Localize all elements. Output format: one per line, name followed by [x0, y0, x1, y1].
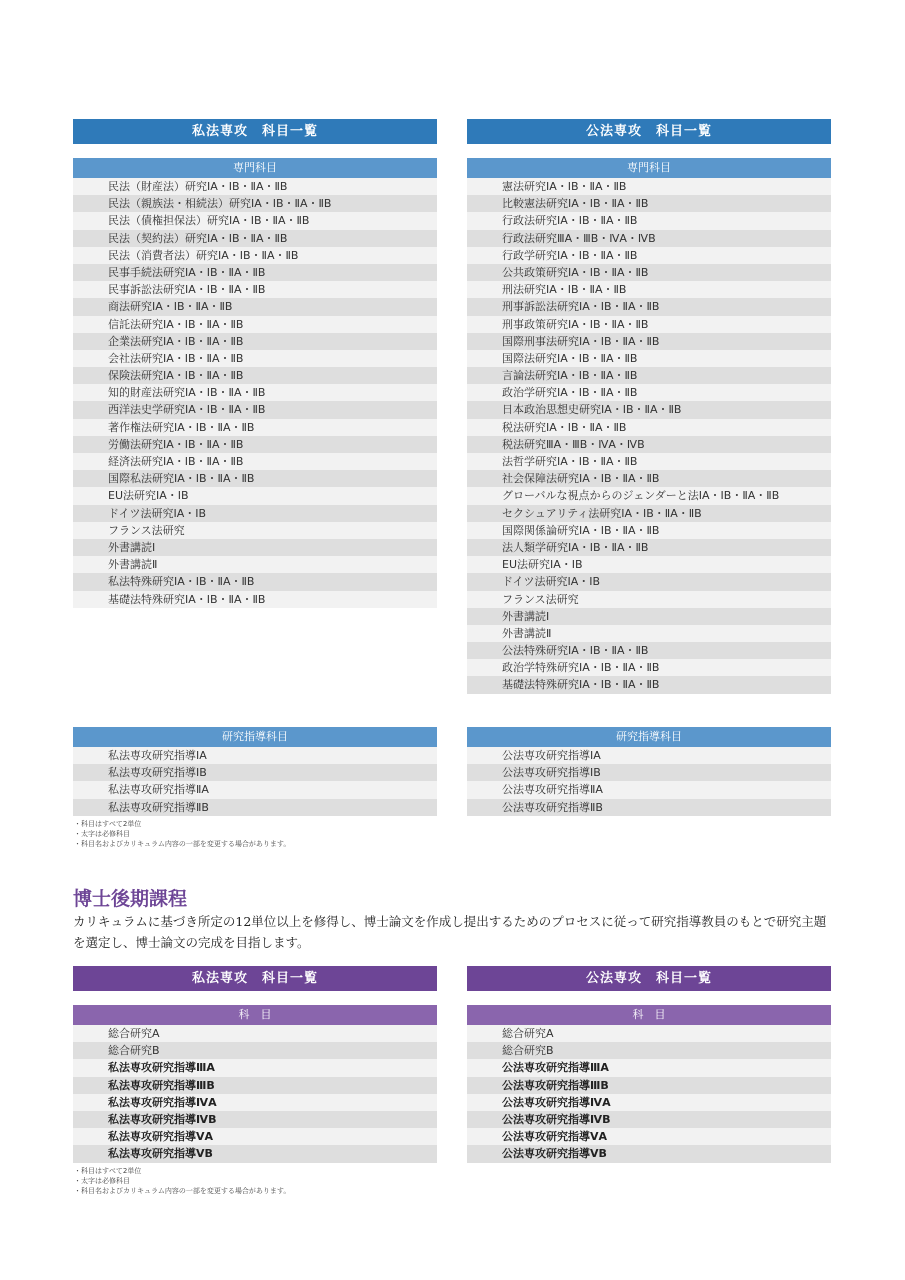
subject-row: 民事訴訟法研究ⅠA・ⅠB・ⅡA・ⅡB: [73, 281, 437, 298]
subject-row: 総合研究A: [467, 1025, 831, 1042]
subject-row: 商法研究ⅠA・ⅠB・ⅡA・ⅡB: [73, 298, 437, 315]
masters-public-specialized-list: [467, 178, 831, 694]
subject-row: EU法研究ⅠA・ⅠB: [467, 556, 831, 573]
subject-row: 公法専攻研究指導ⅢA: [467, 1059, 831, 1076]
subject-row: EU法研究ⅠA・ⅠB: [73, 487, 437, 504]
doctoral-public-title: 公法専攻 科目一覧: [467, 966, 831, 991]
subject-row: 公共政策研究ⅠA・ⅠB・ⅡA・ⅡB: [467, 264, 831, 281]
subject-row: 企業法研究ⅠA・ⅠB・ⅡA・ⅡB: [73, 333, 437, 350]
masters-public-panel: [467, 119, 831, 694]
subject-row: 私法専攻研究指導ⅤA: [73, 1128, 437, 1145]
subject-row: 私法専攻研究指導ⅠB: [73, 764, 437, 781]
subject-row: ドイツ法研究ⅠA・ⅠB: [467, 573, 831, 590]
subject-row: 行政学研究ⅠA・ⅠB・ⅡA・ⅡB: [467, 247, 831, 264]
subject-row: 法哲学研究ⅠA・ⅠB・ⅡA・ⅡB: [467, 453, 831, 470]
subject-row: 政治学研究ⅠA・ⅠB・ⅡA・ⅡB: [467, 384, 831, 401]
subject-row: 私法専攻研究指導ⅠA: [73, 747, 437, 764]
subject-row: 言論法研究ⅠA・ⅠB・ⅡA・ⅡB: [467, 367, 831, 384]
subject-row: 法人類学研究ⅠA・ⅠB・ⅡA・ⅡB: [467, 539, 831, 556]
note-line: ・科目はすべて2単位: [74, 1167, 142, 1175]
subject-row: 経済法研究ⅠA・ⅠB・ⅡA・ⅡB: [73, 453, 437, 470]
doctoral-public-header: 科 目: [467, 1005, 831, 1025]
subject-row: 私法専攻研究指導ⅢB: [73, 1077, 437, 1094]
note-line: ・太字は必修科目: [74, 1177, 130, 1185]
note-line: ・太字は必修科目: [74, 830, 130, 838]
subject-row: 国際関係論研究ⅠA・ⅠB・ⅡA・ⅡB: [467, 522, 831, 539]
subject-row: 行政法研究ⅢA・ⅢB・ⅣA・ⅣB: [467, 230, 831, 247]
subject-row: 私法専攻研究指導ⅣB: [73, 1111, 437, 1128]
subject-row: フランス法研究: [467, 591, 831, 608]
subject-row: 私法専攻研究指導ⅡA: [73, 781, 437, 798]
subject-row: 公法特殊研究ⅠA・ⅠB・ⅡA・ⅡB: [467, 642, 831, 659]
subject-row: 私法専攻研究指導ⅣA: [73, 1094, 437, 1111]
subject-row: 私法専攻研究指導ⅡB: [73, 799, 437, 816]
subject-row: 公法専攻研究指導ⅡB: [467, 799, 831, 816]
subject-row: 公法専攻研究指導ⅣA: [467, 1094, 831, 1111]
subject-row: 刑法研究ⅠA・ⅠB・ⅡA・ⅡB: [467, 281, 831, 298]
subject-row: 国際法研究ⅠA・ⅠB・ⅡA・ⅡB: [467, 350, 831, 367]
subject-row: 外書講読Ⅱ: [73, 556, 437, 573]
doctoral-private-panel: [73, 966, 437, 1163]
subject-row: 外書講読Ⅰ: [73, 539, 437, 556]
subject-row: 刑事訴訟法研究ⅠA・ⅠB・ⅡA・ⅡB: [467, 298, 831, 315]
doctoral-private-list: [73, 1025, 437, 1163]
subject-row: セクシュアリティ法研究ⅠA・ⅠB・ⅡA・ⅡB: [467, 505, 831, 522]
subject-row: 民法（債権担保法）研究ⅠA・ⅠB・ⅡA・ⅡB: [73, 212, 437, 229]
subject-row: 保険法研究ⅠA・ⅠB・ⅡA・ⅡB: [73, 367, 437, 384]
masters-public-specialized-header: 専門科目: [467, 158, 831, 178]
subject-row: 民法（消費者法）研究ⅠA・ⅠB・ⅡA・ⅡB: [73, 247, 437, 264]
subject-row: 民法（財産法）研究ⅠA・ⅠB・ⅡA・ⅡB: [73, 178, 437, 195]
masters-notes: [74, 819, 290, 849]
subject-row: 日本政治思想史研究ⅠA・ⅠB・ⅡA・ⅡB: [467, 401, 831, 418]
subject-row: 税法研究ⅠA・ⅠB・ⅡA・ⅡB: [467, 419, 831, 436]
doctoral-notes: [74, 1166, 290, 1196]
subject-row: 民法（契約法）研究ⅠA・ⅠB・ⅡA・ⅡB: [73, 230, 437, 247]
subject-row: 政治学特殊研究ⅠA・ⅠB・ⅡA・ⅡB: [467, 659, 831, 676]
masters-private-panel: [73, 119, 437, 608]
subject-row: 著作権法研究ⅠA・ⅠB・ⅡA・ⅡB: [73, 419, 437, 436]
masters-private-specialized-list: [73, 178, 437, 608]
doctoral-heading: 博士後期課程: [73, 888, 188, 910]
subject-row: 私法専攻研究指導ⅢA: [73, 1059, 437, 1076]
subject-row: 外書講読Ⅱ: [467, 625, 831, 642]
masters-private-specialized-header: 専門科目: [73, 158, 437, 178]
subject-row: 民法（親族法・相続法）研究ⅠA・ⅠB・ⅡA・ⅡB: [73, 195, 437, 212]
masters-public-guidance-header: 研究指導科目: [467, 727, 831, 747]
subject-row: 国際私法研究ⅠA・ⅠB・ⅡA・ⅡB: [73, 470, 437, 487]
note-line: ・科目はすべて2単位: [74, 820, 142, 828]
masters-private-guidance-list: [73, 747, 437, 816]
subject-row: ドイツ法研究ⅠA・ⅠB: [73, 505, 437, 522]
masters-public-guidance-panel: [467, 727, 831, 816]
subject-row: 比較憲法研究ⅠA・ⅠB・ⅡA・ⅡB: [467, 195, 831, 212]
subject-row: 基礎法特殊研究ⅠA・ⅠB・ⅡA・ⅡB: [73, 591, 437, 608]
doctoral-public-panel: [467, 966, 831, 1163]
subject-row: 総合研究B: [73, 1042, 437, 1059]
masters-public-title: 公法専攻 科目一覧: [467, 119, 831, 144]
doctoral-private-header: 科 目: [73, 1005, 437, 1025]
note-line: ・科目名およびカリキュラム内容の一部を変更する場合があります。: [74, 840, 291, 848]
subject-row: 公法専攻研究指導ⅡA: [467, 781, 831, 798]
subject-row: 公法専攻研究指導ⅠB: [467, 764, 831, 781]
subject-row: 会社法研究ⅠA・ⅠB・ⅡA・ⅡB: [73, 350, 437, 367]
masters-private-title: 私法専攻 科目一覧: [73, 119, 437, 144]
subject-row: 民事手続法研究ⅠA・ⅠB・ⅡA・ⅡB: [73, 264, 437, 281]
subject-row: 外書講読Ⅰ: [467, 608, 831, 625]
subject-row: 公法専攻研究指導ⅠA: [467, 747, 831, 764]
subject-row: 公法専攻研究指導ⅣB: [467, 1111, 831, 1128]
subject-row: 公法専攻研究指導ⅤA: [467, 1128, 831, 1145]
subject-row: 労働法研究ⅠA・ⅠB・ⅡA・ⅡB: [73, 436, 437, 453]
doctoral-private-title: 私法専攻 科目一覧: [73, 966, 437, 991]
note-line: ・科目名およびカリキュラム内容の一部を変更する場合があります。: [74, 1187, 291, 1195]
subject-row: 行政法研究ⅠA・ⅠB・ⅡA・ⅡB: [467, 212, 831, 229]
subject-row: 国際刑事法研究ⅠA・ⅠB・ⅡA・ⅡB: [467, 333, 831, 350]
subject-row: 知的財産法研究ⅠA・ⅠB・ⅡA・ⅡB: [73, 384, 437, 401]
subject-row: フランス法研究: [73, 522, 437, 539]
subject-row: 憲法研究ⅠA・ⅠB・ⅡA・ⅡB: [467, 178, 831, 195]
masters-private-guidance-header: 研究指導科目: [73, 727, 437, 747]
subject-row: 総合研究A: [73, 1025, 437, 1042]
subject-row: 刑事政策研究ⅠA・ⅠB・ⅡA・ⅡB: [467, 316, 831, 333]
subject-row: 信託法研究ⅠA・ⅠB・ⅡA・ⅡB: [73, 316, 437, 333]
subject-row: 社会保障法研究ⅠA・ⅠB・ⅡA・ⅡB: [467, 470, 831, 487]
subject-row: グローバルな視点からのジェンダーと法ⅠA・ⅠB・ⅡA・ⅡB: [467, 487, 831, 504]
masters-public-guidance-list: [467, 747, 831, 816]
subject-row: 西洋法史学研究ⅠA・ⅠB・ⅡA・ⅡB: [73, 401, 437, 418]
subject-row: 総合研究B: [467, 1042, 831, 1059]
subject-row: 基礎法特殊研究ⅠA・ⅠB・ⅡA・ⅡB: [467, 676, 831, 693]
subject-row: 私法専攻研究指導ⅤB: [73, 1145, 437, 1162]
subject-row: 税法研究ⅢA・ⅢB・ⅣA・ⅣB: [467, 436, 831, 453]
subject-row: 公法専攻研究指導ⅢB: [467, 1077, 831, 1094]
doctoral-description: カリキュラムに基づき所定の12単位以上を修得し、博士論文を作成し提出するためのプロセスに従って研究指導教員のもとで研究主題を選定し、博士論文の完成を目指します。: [73, 914, 827, 950]
doctoral-public-list: [467, 1025, 831, 1163]
subject-row: 私法特殊研究ⅠA・ⅠB・ⅡA・ⅡB: [73, 573, 437, 590]
masters-private-guidance-panel: [73, 727, 437, 816]
subject-row: 公法専攻研究指導ⅤB: [467, 1145, 831, 1162]
